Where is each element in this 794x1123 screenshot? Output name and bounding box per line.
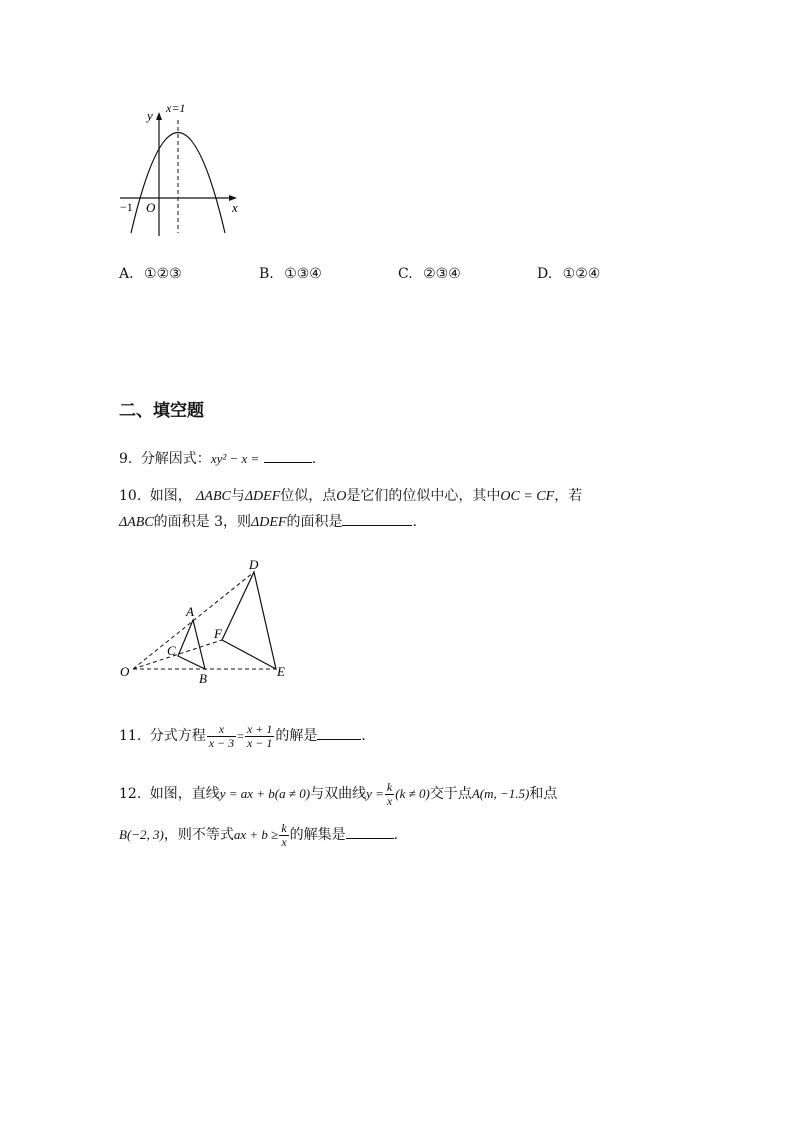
label-f: F	[214, 626, 222, 641]
question-text: ，若	[554, 488, 583, 504]
parabola-curve	[131, 133, 225, 234]
period: .	[361, 728, 366, 744]
option-text: ①②③	[144, 266, 182, 282]
option-letter: B.	[259, 266, 274, 282]
option-letter: C.	[398, 266, 413, 282]
q8-option-a	[119, 264, 182, 284]
option-text: ①②④	[562, 266, 601, 282]
triangle-def: ΔDEF	[251, 515, 287, 530]
label-o: O	[120, 664, 130, 679]
question-text: 的解集是	[289, 827, 346, 843]
hyperbola-fraction: $\frac{k}{x}$	[386, 779, 393, 808]
label-e: E	[277, 664, 285, 679]
question-text: 的面积是 3，则	[153, 514, 252, 530]
question-text: 位似，点	[280, 488, 337, 504]
answer-blank[interactable]	[346, 825, 394, 839]
period: .	[412, 514, 417, 530]
point-b: B(−2, 3)	[119, 827, 164, 842]
question-11	[119, 721, 366, 751]
math-expression: xy² − x =	[210, 451, 260, 466]
equals-sign: =	[237, 729, 244, 743]
triangle-abc-shape	[178, 620, 205, 669]
question-12-line-1	[119, 779, 557, 809]
axis-y-label: y	[147, 108, 153, 123]
label-c: C	[167, 643, 176, 658]
period: .	[393, 827, 399, 843]
question-10-line-1	[119, 486, 582, 507]
triangle-abc: ΔABC	[119, 515, 154, 530]
question-number: 11.	[119, 728, 142, 744]
question-text: 分解因式：	[140, 451, 211, 467]
math-expression: OC = CF	[500, 489, 555, 504]
answer-blank[interactable]	[317, 726, 361, 740]
question-text: 和点	[529, 786, 558, 802]
option-text: ②③④	[423, 266, 461, 282]
period: .	[311, 451, 317, 467]
similar-triangles-figure	[115, 552, 300, 687]
origin-label: O	[146, 200, 156, 215]
inequality-fraction: $\frac{k}{x}$	[281, 820, 287, 849]
answer-blank[interactable]	[264, 449, 312, 463]
question-text: ，则不等式	[163, 827, 234, 843]
question-text: 如图，直线	[149, 786, 220, 802]
neg-one-label: −1	[120, 200, 133, 214]
answer-blank[interactable]	[342, 512, 412, 526]
question-number: 9.	[119, 451, 133, 467]
dashed-line-of	[133, 640, 222, 669]
question-10-line-2	[119, 512, 417, 533]
question-12-line-2	[119, 820, 398, 850]
question-number: 12.	[119, 786, 142, 802]
question-text: 的面积是	[286, 514, 343, 530]
section-title: 二、填空题	[119, 401, 204, 421]
q8-option-b	[259, 264, 322, 284]
inequality: ax + b ≥	[233, 827, 279, 842]
hyperbola-y: y =	[366, 786, 384, 801]
parabola-figure	[115, 100, 250, 240]
option-letter: A.	[119, 266, 134, 282]
point-o: O	[336, 489, 347, 504]
question-text: 与	[230, 488, 245, 504]
label-d: D	[249, 557, 259, 572]
point-a: A(m, −1.5)	[471, 786, 530, 801]
hyperbola-condition: (k ≠ 0)	[395, 786, 430, 801]
triangle-def-shape	[222, 572, 276, 669]
label-a: A	[186, 604, 194, 619]
question-text: 如图，	[149, 488, 192, 504]
option-text: ①③④	[284, 266, 322, 282]
question-text: 是它们的位似中心，其中	[346, 488, 501, 504]
line-equation: y = ax + b(a ≠ 0)	[219, 786, 311, 801]
question-text: 分式方程	[149, 728, 206, 744]
question-text: 的解是	[275, 728, 318, 744]
symmetry-label: x=1	[166, 101, 186, 115]
option-letter: D.	[537, 266, 553, 282]
axis-x-label: x	[232, 200, 238, 215]
question-9	[119, 449, 316, 469]
fraction-right: $\frac{x + 1}{x - 1}$	[246, 721, 273, 750]
fraction-left: $\frac{x}{x - 3}$	[208, 721, 235, 750]
question-number: 10.	[119, 488, 142, 504]
triangle-abc: ΔABC	[196, 489, 231, 504]
question-text: 与双曲线	[310, 786, 367, 802]
q8-option-d	[537, 264, 600, 284]
y-axis-arrow	[156, 112, 162, 120]
question-text: 交于点	[429, 786, 472, 802]
q8-option-c	[398, 264, 461, 284]
label-b: B	[199, 671, 207, 686]
triangle-def: ΔDEF	[244, 489, 281, 504]
